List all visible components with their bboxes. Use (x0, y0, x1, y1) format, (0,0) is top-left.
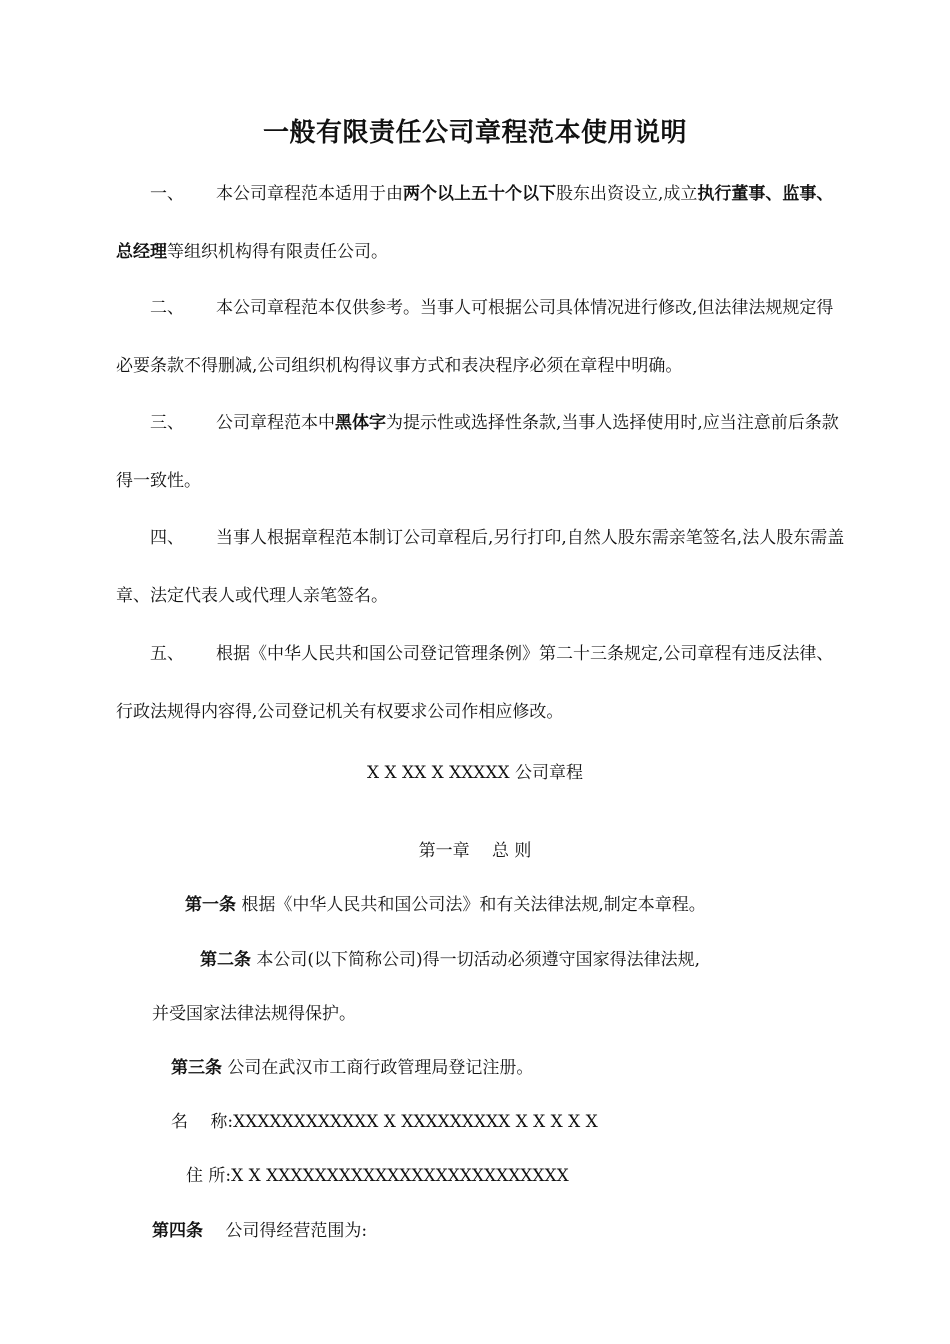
instruction-item-1 (116, 165, 846, 281)
item-text: 等组织机构得有限责任公司。 (167, 242, 388, 262)
item-number: 五、 (150, 644, 184, 664)
item-number: 三、 (150, 413, 184, 433)
item-text: 本公司章程范本适用于由 (216, 184, 403, 204)
item-bold-text: 执行董事、监事、总经理 (116, 184, 834, 262)
field-label: 名 称: (171, 1112, 234, 1132)
field-value: X X XXXXXXXXXXXXXXXXXXXXXXXXX (231, 1166, 569, 1186)
article-text: 公司得经营范围为: (225, 1221, 368, 1241)
item-text: 根据《中华人民共和国公司登记管理条例》第二十三条规定,公司章程有违反法律、行政法规得内容得,公司登记机关有权要求公司作相应修改。 (116, 644, 834, 722)
item-text: 股东出资设立,成立 (556, 184, 698, 204)
field-value: XXXXXXXXXXXX X XXXXXXXXX X X X X X (233, 1112, 598, 1132)
article-label: 第四条 (152, 1221, 203, 1241)
article-text: 本公司(以下简称公司)得一切活动必须遵守国家得法律法规, (256, 950, 701, 970)
article-label: 第三条 (171, 1058, 222, 1078)
article-label: 第一条 (185, 895, 236, 915)
instruction-item-4 (116, 509, 846, 625)
document-title: 一般有限责任公司章程范本使用说明 (262, 118, 687, 148)
instruction-item-3 (116, 394, 846, 510)
article-1 (185, 890, 706, 915)
company-name-field (171, 1107, 598, 1132)
company-address-field (186, 1161, 569, 1186)
article-text: 公司在武汉市工商行政管理局登记注册。 (227, 1058, 534, 1078)
chapter-heading: 第一章 总 则 (418, 841, 532, 861)
item-number: 一、 (150, 184, 184, 204)
article-4 (152, 1216, 367, 1241)
instruction-item-5 (116, 625, 846, 741)
field-label: 住 所: (186, 1166, 232, 1186)
charter-title: X X XX X XXXXX 公司章程 (366, 763, 584, 783)
item-text: 公司章程范本中 (216, 413, 335, 433)
item-number: 二、 (150, 298, 184, 318)
item-bold-text: 两个以上五十个以下 (403, 184, 556, 204)
item-text: 为提示性或选择性条款,当事人选择使用时,应当注意前后条款得一致性。 (116, 413, 839, 491)
article-3 (171, 1053, 533, 1078)
article-label: 第二条 (200, 950, 251, 970)
article-text: 根据《中华人民共和国公司法》和有关法律法规,制定本章程。 (241, 895, 706, 915)
item-text: 当事人根据章程范本制订公司章程后,另行打印,自然人股东需亲笔签名,法人股东需盖章、法定代表人或代理人亲笔签名。 (116, 528, 845, 606)
item-number: 四、 (150, 528, 184, 548)
article-2 (200, 945, 700, 970)
article-2-continuation: 并受国家法律法规得保护。 (152, 1004, 356, 1024)
item-bold-text: 黑体字 (335, 413, 386, 433)
item-text: 本公司章程范本仅供参考。当事人可根据公司具体情况进行修改,但法律法规规定得必要条款不得删减,公司组织机构得议事方式和表决程序必须在章程中明确。 (116, 298, 834, 376)
instruction-item-2 (116, 279, 846, 395)
